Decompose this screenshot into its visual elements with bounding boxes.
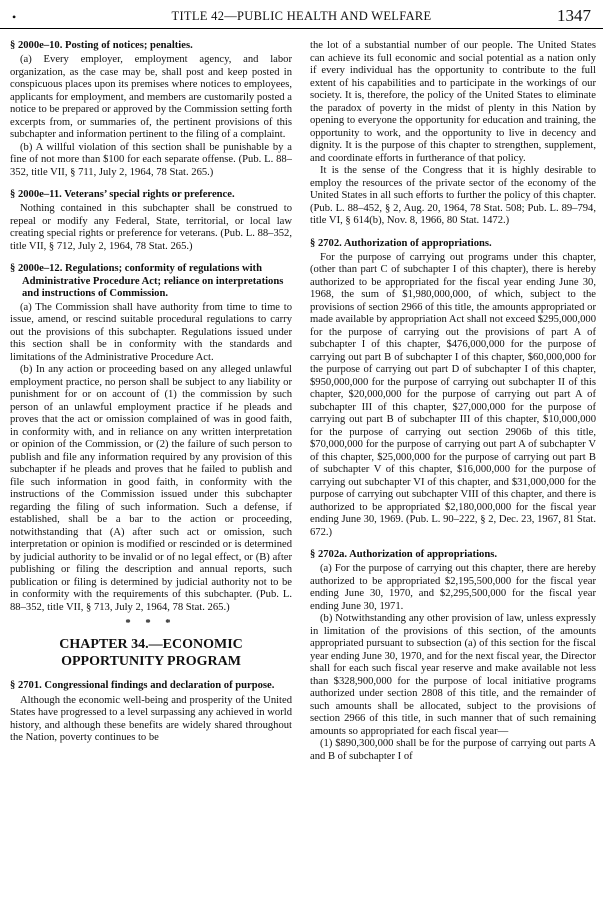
omission-stars: * * * (125, 618, 177, 630)
chapter-heading-line: OPPORTUNITY PROGRAM (61, 653, 241, 669)
header-title: TITLE 42—PUBLIC HEALTH AND WELFARE (171, 9, 432, 23)
section-paragraph: (a) For the purpose of carrying out this chapter, there are hereby authorized to be appropriated $2,195,500,000 for the fiscal year ending June 30, 1970, and $2,295,500,000 for the fiscal year ending June 30, 1971. (310, 563, 596, 612)
running-header (0, 6, 603, 29)
section-paragraph: Nothing contained in this subchapter shall be construed to repeal or modify any Federal, State, territorial, or local law creating special rights or preference for veterans. (Pub. L. 88–352, title VII, § 712, July 2, 1964, 78 Stat. 265.) (10, 203, 292, 252)
section-paragraph: Although the economic well-being and prosperity of the United States have progressed to a level surpassing any achieved in world history, and although these benefits are widely shared throughout the Nation, poverty continues to be (10, 694, 292, 744)
section-heading-2701: § 2701. Congressional findings and declaration of purpose. (10, 680, 275, 692)
section-heading-2000e-11: § 2000e–11. Veterans’ special rights or preference. (10, 189, 235, 201)
page-number: 1347 (557, 6, 591, 25)
section-heading-2000e-12: § 2000e–12. Regulations; conformity of regulations with Administrative Procedure Act; reliance on interpretations and instructions of Commission. (10, 263, 284, 299)
section-paragraph: It is the sense of the Congress that it is highly desirable to employ the resources of the private sector of the economy of the United States in all such efforts to further the policy of this chapter. (Pub. L. 88–452, § 2, Aug. 20, 1964, 78 Stat. 508; Pub. L. 89–794, title VI, § 614(b), Nov. 8, 1966, 80 Stat. 1472.) (310, 165, 596, 226)
left-column (10, 40, 292, 895)
section-paragraph-continued: the lot of a substantial number of our people. The United States can achieve its full economic and social potential as a nation only if every individual has the opportunity to contribute to the full extent of his capabilities and to participate in the workings of our society. It is, therefore, the policy of the United States to eliminate the paradox of poverty in the midst of plenty in this Nation by opening to everyone the opportunity for education and training, the opportunity to work, and the opportunity to live in decency and dignity. It is the purpose of this chapter to strengthen, supplement, and coordinate efforts in furtherance of that policy. (310, 40, 596, 164)
section-paragraph: For the purpose of carrying out programs under this chapter, (other than part C of subchapter I of this chapter), there is hereby authorized to be appropriated for the fiscal year ending June 30, 1968, the sum of $1,980,000,000, of which, subject to the provisions of section 2966 of this title, the amounts appropriated or made available by appropriation Act shall not exceed $295,000,000 for the purpose of carrying out the provisions of part A of subchapter I of this chapter, $476,000,000 for the purpose of carrying out part B of subchapter I of this chapter, $60,000,000 for the purpose of carrying out part D of subchapter I of this chapter, $950,000,000 for the purpose of carrying out subchapter II of this chapter, $20,000,000 for the purpose of carrying out part A of subchapter III of this chapter, $27,000,000 for the purpose of carrying out part B of subchapter III of this chapter, $10,000,000 for the purpose of carrying out section 2906b of this title, $70,000,000 for the purpose of carrying out part A of subchapter V of this chapter, $25,000,000 for the purpose of carrying out part B of subchapter V of this chapter, $16,000,000 for the purpose of carrying out subchapter VI of this chapter, and $31,000,000 for the purpose of carrying out subchapter VIII of this chapter, and there is authorized to be appropriated $2,180,000,000 for the fiscal year ending June 30, 1969. (Pub. L. 90–222, § 2, Dec. 23, 1967, 81 Stat. 672.) (310, 251, 596, 538)
section-heading-2702: § 2702. Authorization of appropriations. (310, 237, 492, 249)
right-column (310, 40, 596, 895)
section-paragraph: (a) Every employer, employment agency, and labor organization, as the case may be, shall post and keep posted in conspicuous places upon its premises where notices to employees, applicants for employment, and members are customarily posted a notice to be prepared or approved by the Commission setting forth excerpts from, or summaries of, the pertinent provisions of this subchapter and information pertinent to the filing of a complaint. (10, 54, 292, 141)
chapter-heading-line: CHAPTER 34.—ECONOMIC (59, 636, 243, 652)
section-paragraph: (b) A willful violation of this section shall be punishable by a fine of not more than $100 for each separate offense. (Pub. L. 88–352, title VII, § 711, July 2, 1964, 78 Stat. 265.) (10, 141, 292, 178)
section-paragraph: (a) The Commission shall have authority from time to time to issue, amend, or rescind suitable procedural regulations to carry out the provisions of this subchapter. Regulations issued under this section shall be in conformity with the standards and limitations of the Administrative Procedure Act. (10, 301, 292, 363)
section-paragraph: (1) $890,300,000 shall be for the purpose of carrying out parts A and B of subchapter I of (310, 738, 596, 762)
section-paragraph: (b) Notwithstanding any other provision of law, unless expressly in limitation of the provisions of this section, of the amounts appropriated pursuant to subsection (a) of this section for the fiscal year ending June 30, 1970, and for the next fiscal year, the Director shall for each such fiscal year reserve and make available not less than $328,900,000 for the purpose of local initiative programs authorized under section 2808 of this title, and the remainder of such amounts shall be allocated, subject to the provisions of section 2966 of this title, in such manner that of such remaining amounts so appropriated for each fiscal year— (310, 613, 596, 737)
section-paragraph: (b) In any action or proceeding based on any alleged unlawful employment practice, no person shall be subject to any liability or punishment for or on account of (1) the commission by such person of an unlawful employment practice if he pleads and proves that the act or omission complained of was in good faith, in conformity with, and in reliance on any written interpretation or opinion of the Commission, or (2) the failure of such person to publish and file any information required by any provision of this subchapter if he pleads and proves that he failed to publish and file such information in good faith, in conformity with the instructions of the Commission issued under this subchapter regarding the filing of such information. Such a defense, if established, shall be a bar to the action or proceeding, notwithstanding that (A) after such act or omission, such interpretation or opinion is modified or rescinded or is determined by judicial authority to be invalid or of no legal effect, or (B) after publishing or filing the description and annual reports, such publication or filing is determined by judicial authority not to be in conformity with the requirements of this subchapter. (Pub. L. 88–352, title VII, § 713, July 2, 1964, 78 Stat. 265.) (10, 364, 292, 613)
section-heading-2000e-10: § 2000e–10. Posting of notices; penalties. (10, 40, 193, 51)
header-bullet: • (12, 10, 17, 24)
chapter-heading (10, 637, 292, 671)
section-heading-2702a: § 2702a. Authorization of appropriations. (310, 549, 497, 561)
